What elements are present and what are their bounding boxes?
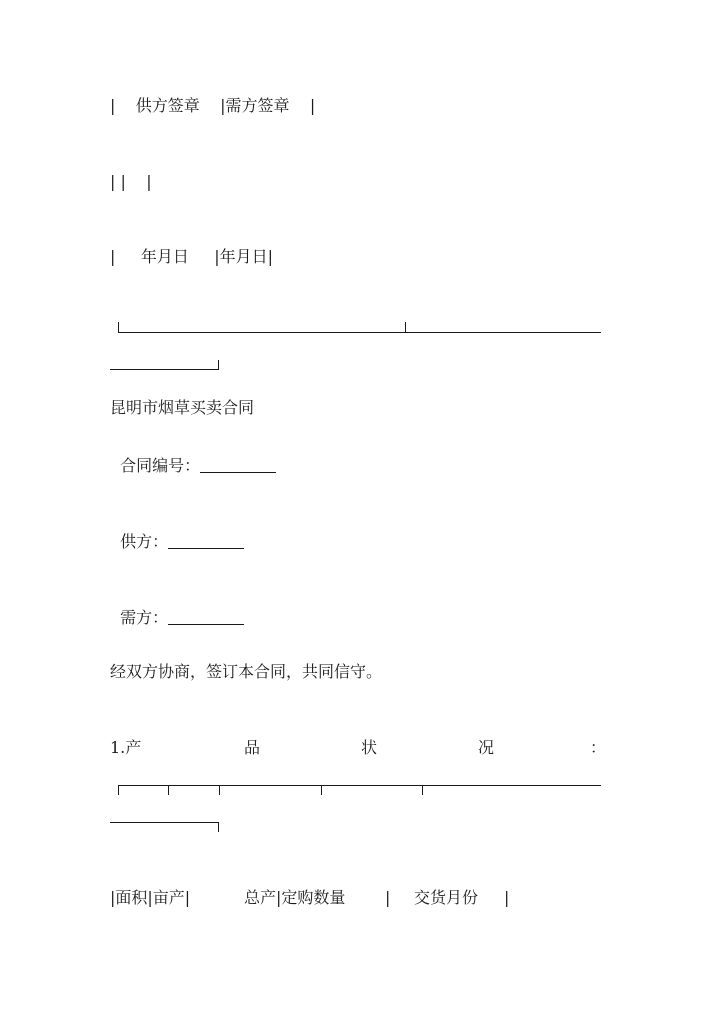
sign-table-row-2: | | |	[110, 172, 152, 191]
contract-intro: 经双方协商，签订本合同，共同信守。	[110, 662, 383, 681]
sign-table-row-3: | 年月日 |年月日|	[110, 247, 274, 266]
section-1-title-char: 状	[361, 738, 378, 757]
header-cell-area-yield: |面积|亩产|	[110, 888, 191, 907]
header-cell-end: |	[504, 888, 510, 907]
sign-table-row-1: | 供方签章 |需方签章 |	[110, 96, 316, 115]
product-table-tee	[219, 785, 220, 795]
section-1-title-char: 1.产	[110, 738, 142, 757]
supplier-line	[110, 512, 244, 552]
header-cell-divider: |	[385, 888, 391, 907]
product-table-top-line-wrap	[110, 822, 218, 823]
product-table-tee	[168, 785, 169, 795]
contract-title: 昆明市烟草买卖合同	[110, 398, 255, 417]
contract-number-line	[110, 436, 276, 476]
supplier-label: 供方：	[120, 532, 169, 551]
buyer-label: 需方：	[120, 608, 169, 627]
contract-number-label: 合同编号：	[120, 456, 201, 475]
supplier-blank[interactable]	[168, 534, 244, 549]
section-1-title-char: 况	[478, 738, 495, 757]
product-table-corner-left	[118, 785, 119, 795]
buyer-blank[interactable]	[168, 610, 244, 625]
product-table-tee	[422, 785, 423, 795]
buyer-line	[110, 588, 244, 628]
sign-table-bottom-line	[118, 332, 601, 333]
sign-table-tee	[405, 322, 406, 332]
sign-table-corner-right	[218, 360, 219, 370]
product-table-corner-right	[218, 822, 219, 832]
header-cell-total-order: 总产|定购数量	[244, 888, 346, 907]
contract-number-blank[interactable]	[200, 458, 276, 473]
product-table-tee	[321, 785, 322, 795]
header-cell-delivery-month: 交货月份	[414, 888, 479, 907]
section-1-title-char: ：	[590, 738, 607, 757]
sign-table-corner-left	[118, 322, 119, 332]
section-1-title-char: 品	[244, 738, 261, 757]
product-table-top-line	[118, 785, 601, 786]
sign-table-bottom-line-wrap	[110, 369, 218, 370]
